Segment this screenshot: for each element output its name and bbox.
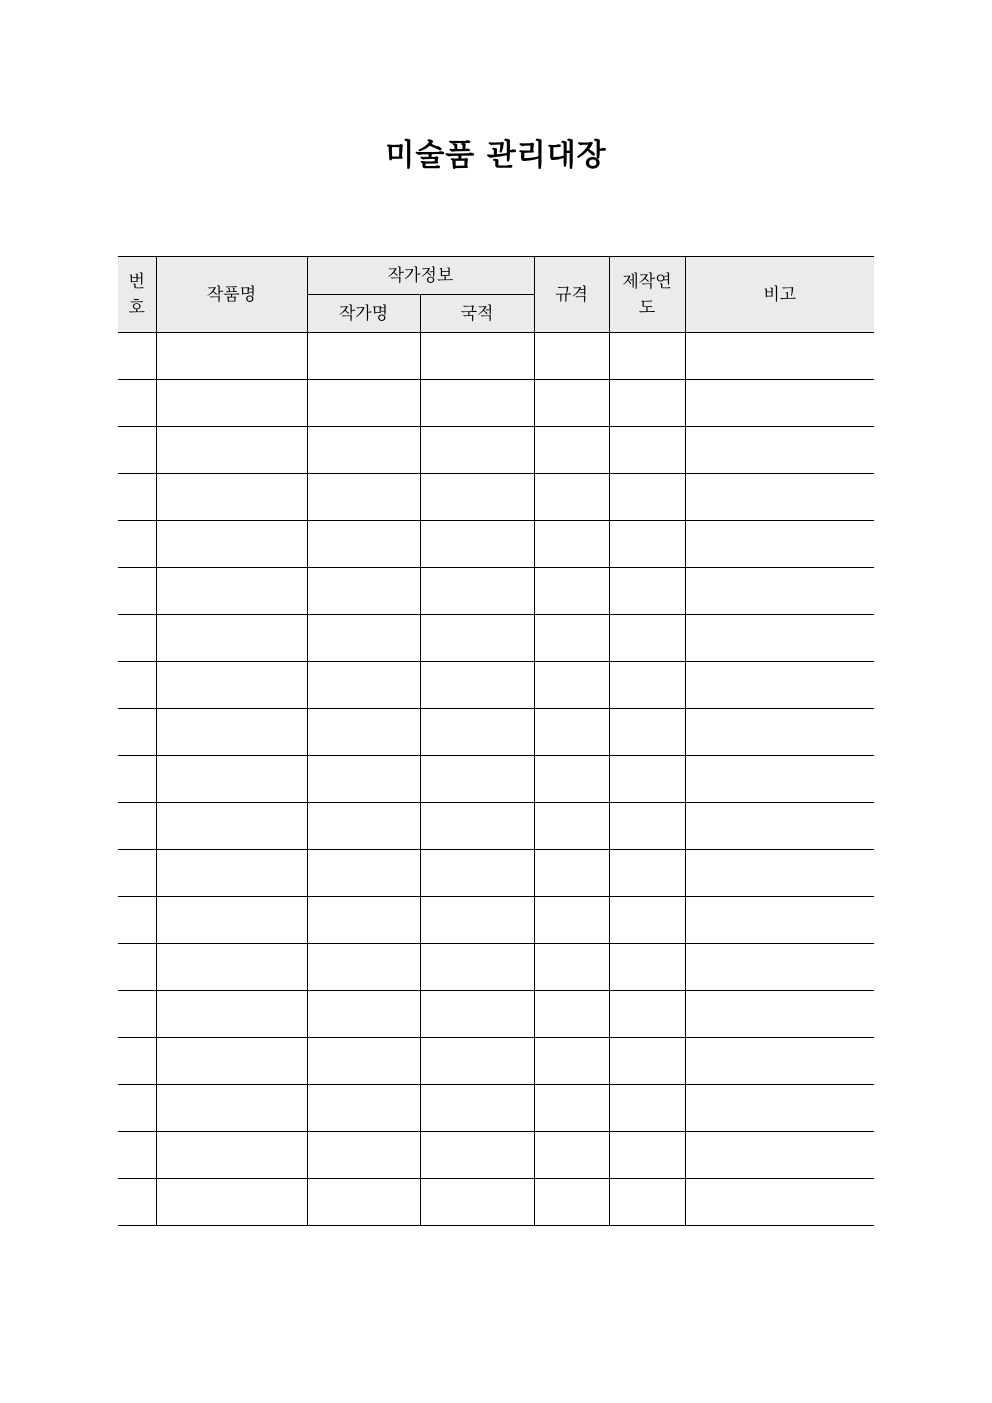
table-row xyxy=(118,1179,874,1226)
cell-no[interactable] xyxy=(118,709,156,756)
header-work-name: 작품명 xyxy=(156,257,307,333)
cell-remarks[interactable] xyxy=(685,474,874,521)
cell-artist-name[interactable] xyxy=(307,1038,420,1085)
cell-work-name[interactable] xyxy=(156,709,307,756)
cell-spec[interactable] xyxy=(534,850,609,897)
table-row xyxy=(118,380,874,427)
cell-no[interactable] xyxy=(118,568,156,615)
cell-remarks[interactable] xyxy=(685,521,874,568)
cell-year[interactable] xyxy=(609,709,685,756)
cell-spec[interactable] xyxy=(534,427,609,474)
cell-remarks[interactable] xyxy=(685,991,874,1038)
cell-spec[interactable] xyxy=(534,897,609,944)
page-title: 미술품 관리대장 xyxy=(385,138,607,173)
cell-nationality[interactable] xyxy=(420,991,534,1038)
cell-no[interactable] xyxy=(118,380,156,427)
header-nationality: 국적 xyxy=(420,295,534,333)
cell-remarks[interactable] xyxy=(685,944,874,991)
cell-year[interactable] xyxy=(609,1085,685,1132)
cell-remarks[interactable] xyxy=(685,427,874,474)
table-body xyxy=(118,333,874,1226)
cell-spec[interactable] xyxy=(534,380,609,427)
table-row xyxy=(118,850,874,897)
cell-no[interactable] xyxy=(118,756,156,803)
cell-year[interactable] xyxy=(609,662,685,709)
cell-nationality[interactable] xyxy=(420,568,534,615)
cell-artist-name[interactable] xyxy=(307,803,420,850)
cell-spec[interactable] xyxy=(534,944,609,991)
cell-work-name[interactable] xyxy=(156,1132,307,1179)
cell-year[interactable] xyxy=(609,756,685,803)
table-row xyxy=(118,897,874,944)
cell-remarks[interactable] xyxy=(685,662,874,709)
cell-remarks[interactable] xyxy=(685,333,874,380)
cell-no[interactable] xyxy=(118,944,156,991)
cell-year[interactable] xyxy=(609,1038,685,1085)
cell-remarks[interactable] xyxy=(685,1132,874,1179)
table-row xyxy=(118,474,874,521)
cell-spec[interactable] xyxy=(534,662,609,709)
cell-nationality[interactable] xyxy=(420,615,534,662)
cell-year[interactable] xyxy=(609,803,685,850)
cell-artist-name[interactable] xyxy=(307,568,420,615)
header-artist-info: 작가정보 xyxy=(307,257,534,295)
cell-artist-name[interactable] xyxy=(307,662,420,709)
cell-artist-name[interactable] xyxy=(307,991,420,1038)
cell-no[interactable] xyxy=(118,850,156,897)
table-row xyxy=(118,1038,874,1085)
header-year: 제작연도 xyxy=(609,257,685,333)
cell-spec[interactable] xyxy=(534,709,609,756)
cell-spec[interactable] xyxy=(534,756,609,803)
table-row xyxy=(118,1085,874,1132)
cell-remarks[interactable] xyxy=(685,850,874,897)
cell-work-name[interactable] xyxy=(156,756,307,803)
cell-artist-name[interactable] xyxy=(307,709,420,756)
cell-work-name[interactable] xyxy=(156,427,307,474)
cell-remarks[interactable] xyxy=(685,380,874,427)
cell-work-name[interactable] xyxy=(156,568,307,615)
cell-artist-name[interactable] xyxy=(307,380,420,427)
cell-year[interactable] xyxy=(609,521,685,568)
cell-work-name[interactable] xyxy=(156,662,307,709)
cell-spec[interactable] xyxy=(534,474,609,521)
cell-work-name[interactable] xyxy=(156,991,307,1038)
cell-nationality[interactable] xyxy=(420,756,534,803)
cell-artist-name[interactable] xyxy=(307,850,420,897)
cell-nationality[interactable] xyxy=(420,521,534,568)
cell-remarks[interactable] xyxy=(685,615,874,662)
cell-nationality[interactable] xyxy=(420,1085,534,1132)
cell-nationality[interactable] xyxy=(420,1179,534,1226)
cell-no[interactable] xyxy=(118,662,156,709)
table-row xyxy=(118,756,874,803)
cell-no[interactable] xyxy=(118,1085,156,1132)
table-row xyxy=(118,615,874,662)
cell-year[interactable] xyxy=(609,474,685,521)
cell-remarks[interactable] xyxy=(685,1179,874,1226)
header-remarks: 비고 xyxy=(685,257,874,333)
cell-spec[interactable] xyxy=(534,333,609,380)
cell-spec[interactable] xyxy=(534,615,609,662)
cell-year[interactable] xyxy=(609,568,685,615)
cell-spec[interactable] xyxy=(534,1085,609,1132)
cell-artist-name[interactable] xyxy=(307,1132,420,1179)
art-register-table xyxy=(118,256,874,1226)
cell-remarks[interactable] xyxy=(685,709,874,756)
cell-no[interactable] xyxy=(118,1038,156,1085)
cell-remarks[interactable] xyxy=(685,756,874,803)
table-row xyxy=(118,944,874,991)
cell-no[interactable] xyxy=(118,1132,156,1179)
cell-no[interactable] xyxy=(118,803,156,850)
cell-no[interactable] xyxy=(118,897,156,944)
cell-artist-name[interactable] xyxy=(307,615,420,662)
cell-year[interactable] xyxy=(609,427,685,474)
cell-spec[interactable] xyxy=(534,1038,609,1085)
cell-spec[interactable] xyxy=(534,803,609,850)
cell-year[interactable] xyxy=(609,1132,685,1179)
cell-nationality[interactable] xyxy=(420,427,534,474)
cell-work-name[interactable] xyxy=(156,333,307,380)
cell-spec[interactable] xyxy=(534,1132,609,1179)
cell-artist-name[interactable] xyxy=(307,1179,420,1226)
cell-nationality[interactable] xyxy=(420,944,534,991)
cell-spec[interactable] xyxy=(534,521,609,568)
cell-remarks[interactable] xyxy=(685,1038,874,1085)
cell-year[interactable] xyxy=(609,615,685,662)
cell-year[interactable] xyxy=(609,850,685,897)
table-row xyxy=(118,521,874,568)
cell-nationality[interactable] xyxy=(420,662,534,709)
cell-artist-name[interactable] xyxy=(307,474,420,521)
cell-remarks[interactable] xyxy=(685,568,874,615)
table-row xyxy=(118,568,874,615)
cell-year[interactable] xyxy=(609,333,685,380)
cell-work-name[interactable] xyxy=(156,474,307,521)
cell-artist-name[interactable] xyxy=(307,521,420,568)
cell-nationality[interactable] xyxy=(420,1132,534,1179)
cell-artist-name[interactable] xyxy=(307,944,420,991)
cell-work-name[interactable] xyxy=(156,803,307,850)
cell-work-name[interactable] xyxy=(156,944,307,991)
table-header xyxy=(118,257,874,333)
cell-spec[interactable] xyxy=(534,568,609,615)
cell-artist-name[interactable] xyxy=(307,897,420,944)
cell-year[interactable] xyxy=(609,380,685,427)
cell-nationality[interactable] xyxy=(420,1038,534,1085)
cell-nationality[interactable] xyxy=(420,380,534,427)
cell-spec[interactable] xyxy=(534,1179,609,1226)
header-artist-name: 작가명 xyxy=(307,295,420,333)
cell-nationality[interactable] xyxy=(420,850,534,897)
cell-work-name[interactable] xyxy=(156,1085,307,1132)
cell-work-name[interactable] xyxy=(156,897,307,944)
table-row xyxy=(118,333,874,380)
cell-nationality[interactable] xyxy=(420,897,534,944)
cell-nationality[interactable] xyxy=(420,474,534,521)
cell-work-name[interactable] xyxy=(156,850,307,897)
cell-no[interactable] xyxy=(118,333,156,380)
table-row xyxy=(118,1132,874,1179)
cell-artist-name[interactable] xyxy=(307,333,420,380)
table-row xyxy=(118,803,874,850)
cell-no[interactable] xyxy=(118,427,156,474)
cell-nationality[interactable] xyxy=(420,709,534,756)
cell-year[interactable] xyxy=(609,991,685,1038)
cell-artist-name[interactable] xyxy=(307,756,420,803)
cell-year[interactable] xyxy=(609,944,685,991)
cell-remarks[interactable] xyxy=(685,803,874,850)
cell-no[interactable] xyxy=(118,615,156,662)
table-row xyxy=(118,991,874,1038)
cell-no[interactable] xyxy=(118,991,156,1038)
cell-nationality[interactable] xyxy=(420,803,534,850)
cell-work-name[interactable] xyxy=(156,1179,307,1226)
table-row xyxy=(118,662,874,709)
header-spec: 규격 xyxy=(534,257,609,333)
cell-remarks[interactable] xyxy=(685,897,874,944)
cell-no[interactable] xyxy=(118,474,156,521)
cell-no[interactable] xyxy=(118,521,156,568)
cell-artist-name[interactable] xyxy=(307,427,420,474)
table-row xyxy=(118,427,874,474)
cell-artist-name[interactable] xyxy=(307,1085,420,1132)
cell-work-name[interactable] xyxy=(156,615,307,662)
cell-work-name[interactable] xyxy=(156,1038,307,1085)
cell-year[interactable] xyxy=(609,897,685,944)
cell-no[interactable] xyxy=(118,1179,156,1226)
cell-remarks[interactable] xyxy=(685,1085,874,1132)
cell-spec[interactable] xyxy=(534,991,609,1038)
header-no: 번호 xyxy=(118,257,156,333)
cell-work-name[interactable] xyxy=(156,380,307,427)
cell-year[interactable] xyxy=(609,1179,685,1226)
cell-work-name[interactable] xyxy=(156,521,307,568)
table-row xyxy=(118,709,874,756)
cell-nationality[interactable] xyxy=(420,333,534,380)
